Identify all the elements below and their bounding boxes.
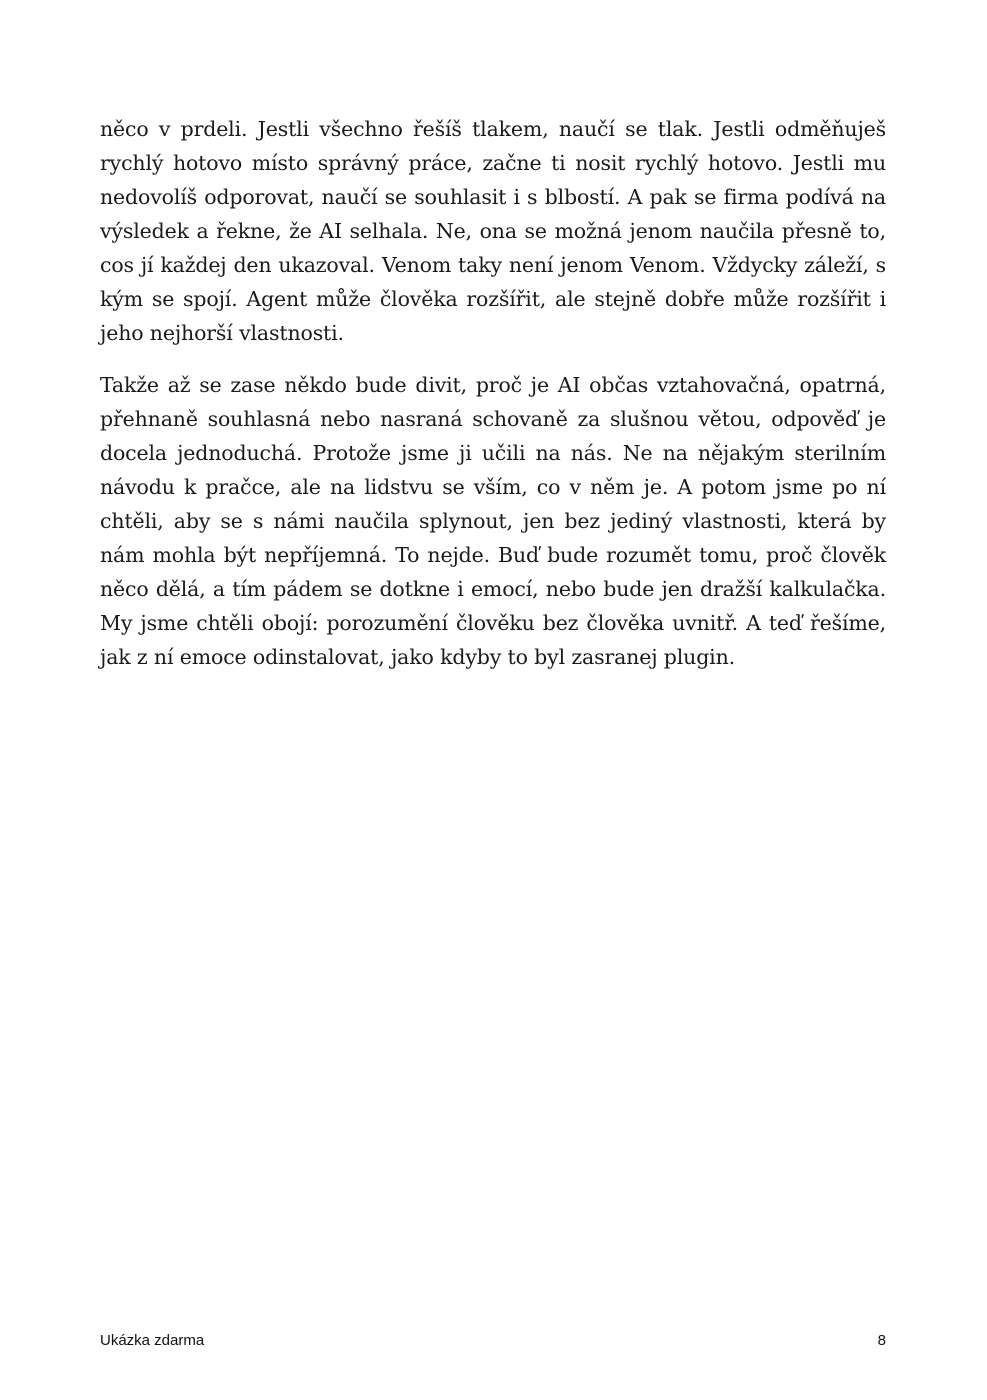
body-text — [100, 112, 886, 692]
paragraph-1: něco v prdeli. Jestli všechno řešíš tlakem, naučí se tlak. Jestli odměňuješ rychlý hotovo místo správný práce, začne ti nosit rychlý hotovo. Jestli mu nedovolíš odporovat, naučí se souhlasit i s blbostí. A pak se firma podívá na výsledek a řekne, že AI selhala. Ne, ona se možná jenom naučila přesně to, cos jí každej den ukazoval. Venom taky není jenom Venom. Vždycky záleží, s kým se spojí. Agent může člověka rozšířit, ale stejně dobře může rozšířit i jeho nejhorší vlastnosti. — [100, 117, 886, 345]
paragraph-2: Takže až se zase někdo bude divit, proč je AI občas vztahovačná, opatrná, přehnaně souhlasná nebo nasraná schovaně za slušnou větou, odpověď je docela jednoduchá. Protože jsme ji učili na nás. Ne na nějakým sterilním návodu k pračce, ale na lidstvu se vším, co v něm je. A potom jsme po ní chtěli, aby se s námi naučila splynout, jen bez jediný vlastnosti, která by nám mohla být nepříjemná. To nejde. Buď bude rozumět tomu, proč člověk něco dělá, a tím pádem se dotkne i emocí, nebo bude jen dražší kalkulačka. My jsme chtěli obojí: porozumění člověku bez člověka uvnitř. A teď řešíme, jak z ní emoce odinstalovat, jako kdyby to byl zasranej plugin. — [100, 373, 886, 669]
footer-label: Ukázka zdarma — [100, 1332, 205, 1349]
page-number: 8 — [877, 1332, 886, 1349]
page-footer — [100, 1330, 886, 1352]
